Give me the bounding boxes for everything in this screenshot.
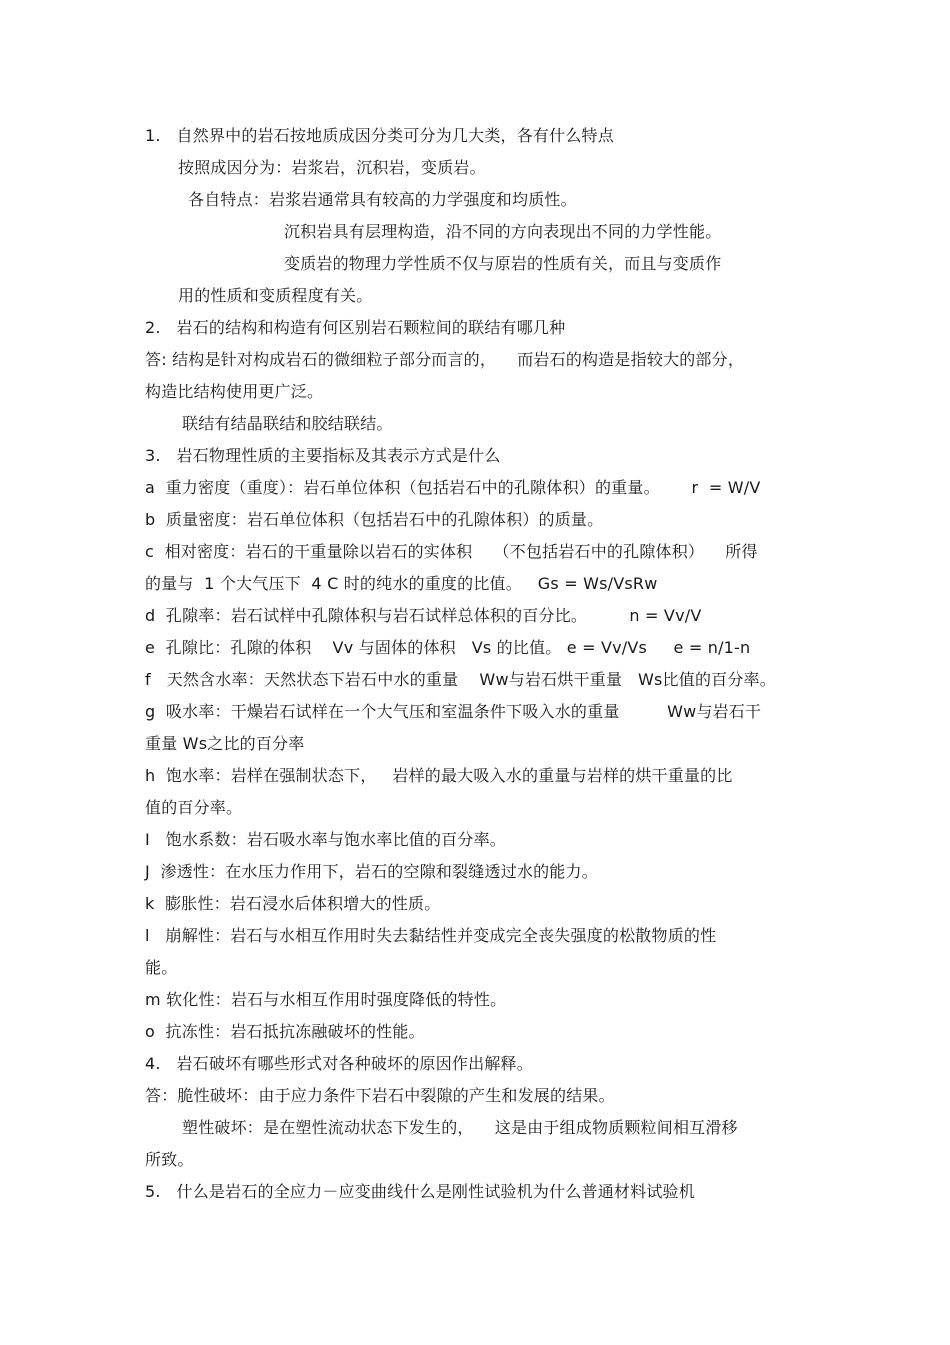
answer-2-line-1: 答: 结构是针对构成岩石的微细粒子部分而言的， 而岩石的构造是指较大的部分，: [145, 350, 745, 369]
answer-4-line-2: 塑性破坏：是在塑性流动状态下发生的， 这是由于组成物质颗粒间相互滑移: [182, 1118, 738, 1137]
item-d: d 孔隙率：岩石试样中孔隙体积与岩石试样总体积的百分比。 n = Vv/V: [145, 606, 702, 625]
question-3: 3. 岩石物理性质的主要指标及其表示方式是什么: [145, 446, 501, 465]
answer-1-line-2: 各自特点：岩浆岩通常具有较高的力学强度和均质性。: [188, 190, 577, 209]
item-g-line-2: 重量 Ws之比的百分率: [145, 734, 305, 753]
answer-1-line-1: 按照成因分为：岩浆岩，沉积岩，变质岩。: [178, 158, 486, 177]
question-5: 5. 什么是岩石的全应力－应变曲线什么是刚性试验机为什么普通材料试验机: [145, 1182, 695, 1201]
item-k: k 膨胀性：岩石浸水后体积增大的性质。: [145, 894, 441, 913]
answer-1-line-3: 沉积岩具有层理构造，沿不同的方向表现出不同的力学性能。: [284, 222, 722, 241]
question-1: 1. 自然界中的岩石按地质成因分类可分为几大类，各有什么特点: [145, 126, 614, 145]
answer-1-line-5: 用的性质和变质程度有关。: [178, 286, 373, 305]
item-a: a 重力密度（重度）：岩石单位体积（包括岩石中的孔隙体积）的重量。 r = W/V: [145, 478, 761, 497]
item-j: J 渗透性：在水压力作用下，岩石的空隙和裂缝透过水的能力。: [145, 862, 598, 881]
item-h-line-2: 值的百分率。: [145, 798, 243, 817]
item-c-line-2: 的量与 1 个大气压下 4 C 时的纯水的重度的比值。 Gs = Ws/VsRw: [145, 574, 658, 593]
item-m: m 软化性：岩石与水相互作用时强度降低的特性。: [145, 990, 507, 1009]
item-e: e 孔隙比：孔隙的体积 Vv 与固体的体积 Vs 的比值。 e = Vv/Vs e = n/1-n: [145, 638, 751, 657]
item-o: o 抗冻性：岩石抵抗冻融破坏的性能。: [145, 1022, 425, 1041]
item-f: f 天然含水率：天然状态下岩石中水的重量 Ww与岩石烘干重量 Ws比值的百分率。: [145, 670, 776, 689]
answer-1-line-4: 变质岩的物理力学性质不仅与原岩的性质有关，而且与变质作: [284, 254, 722, 273]
answer-4-line-1: 答：脆性破坏：由于应力条件下岩石中裂隙的产生和发展的结果。: [145, 1086, 615, 1105]
question-2: 2. 岩石的结构和构造有何区别岩石颗粒间的联结有哪几种: [145, 318, 566, 337]
answer-4-line-3: 所致。: [145, 1150, 194, 1169]
item-i: I 饱水系数：岩石吸水率与饱水率比值的百分率。: [145, 830, 506, 849]
question-4: 4. 岩石破坏有哪些形式对各种破坏的原因作出解释。: [145, 1054, 533, 1073]
item-g-line-1: g 吸水率：干燥岩石试样在一个大气压和室温条件下吸入水的重量 Ww与岩石干: [145, 702, 762, 721]
item-c-line-1: c 相对密度：岩石的干重量除以岩石的实体积 （不包括岩石中的孔隙体积） 所得: [145, 542, 758, 561]
answer-2-line-3: 联结有结晶联结和胶结联结。: [182, 414, 393, 433]
item-h-line-1: h 饱水率：岩样在强制状态下， 岩样的最大吸入水的重量与岩样的烘干重量的比: [145, 766, 733, 785]
item-b: b 质量密度：岩石单位体积（包括岩石中的孔隙体积）的质量。: [145, 510, 604, 529]
item-l-line-1: l 崩解性：岩石与水相互作用时失去黏结性并变成完全丧失强度的松散物质的性: [145, 926, 717, 945]
answer-2-line-2: 构造比结构使用更广泛。: [145, 382, 324, 401]
item-l-line-2: 能。: [145, 958, 178, 977]
